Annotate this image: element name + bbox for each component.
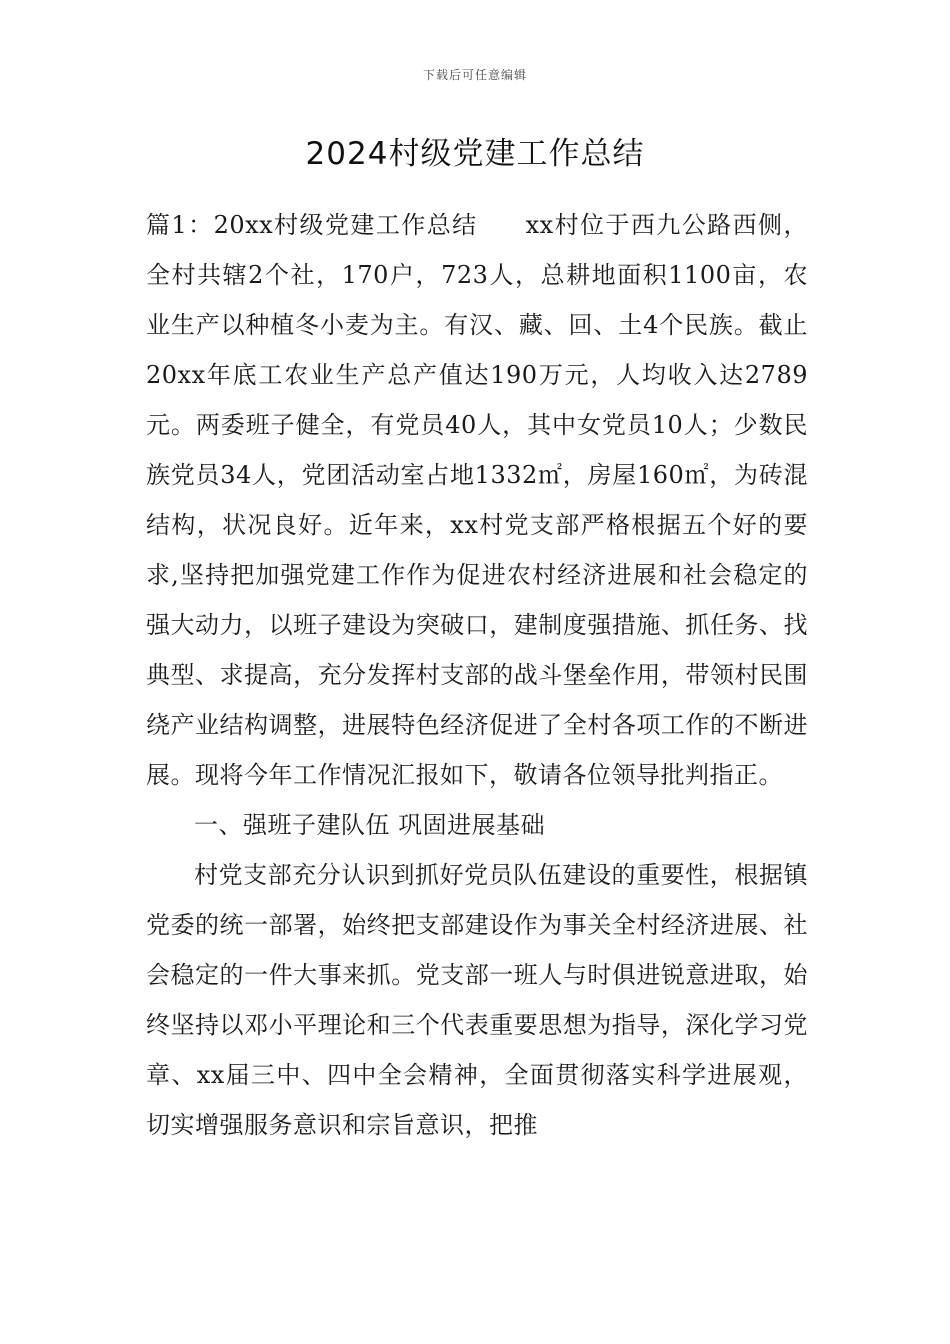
header-note: 下载后可任意编辑	[422, 68, 527, 82]
document-body	[146, 200, 808, 1150]
paragraph-2: 村党支部充分认识到抓好党员队伍建设的重要性，根据镇党委的统一部署，始终把支部建设作为事关全村经济进展、社会稳定的一件大事来抓。党支部一班人与时俱进锐意进取，始终坚持以邓小平理论和三个代表重要思想为指导，深化学习党章、xx届三中、四中全会精神，全面贯彻落实科学进展观，切实增强服务意识和宗旨意识，把推	[146, 861, 808, 1139]
paragraph-1-lead: 篇1：20xx村级党建工作总结	[146, 211, 478, 239]
paragraph-1	[146, 200, 808, 800]
section-heading-1: 一、强班子建队伍 巩固进展基础	[194, 811, 546, 839]
document-title: 2024村级党建工作总结	[305, 136, 645, 172]
paragraph-1-body: xx村位于西九公路西侧，全村共辖2个社，170户，723人，总耕地面积1100亩，农业生产以种植冬小麦为主。有汉、藏、回、土4个民族。截止20xx年底工农业生产总产值达190万元，人均收入达2789元。两委班子健全，有党员40人，其中女党员10人；少数民族党员34人，党团活动室占地1332㎡，房屋160㎡，为砖混结构，状况良好。近年来，xx村党支部严格根据五个好的要求,坚持把加强党建工作作为促进农村经济进展和社会稳定的强大动力，以班子建设为突破口，建制度强措施、抓任务、找典型、求提高，充分发挥村支部的战斗堡垒作用，带领村民围绕产业结构调整，进展特色经济促进了全村各项工作的不断进展。现将今年工作情况汇报如下，敬请各位领导批判指正。	[146, 211, 808, 789]
